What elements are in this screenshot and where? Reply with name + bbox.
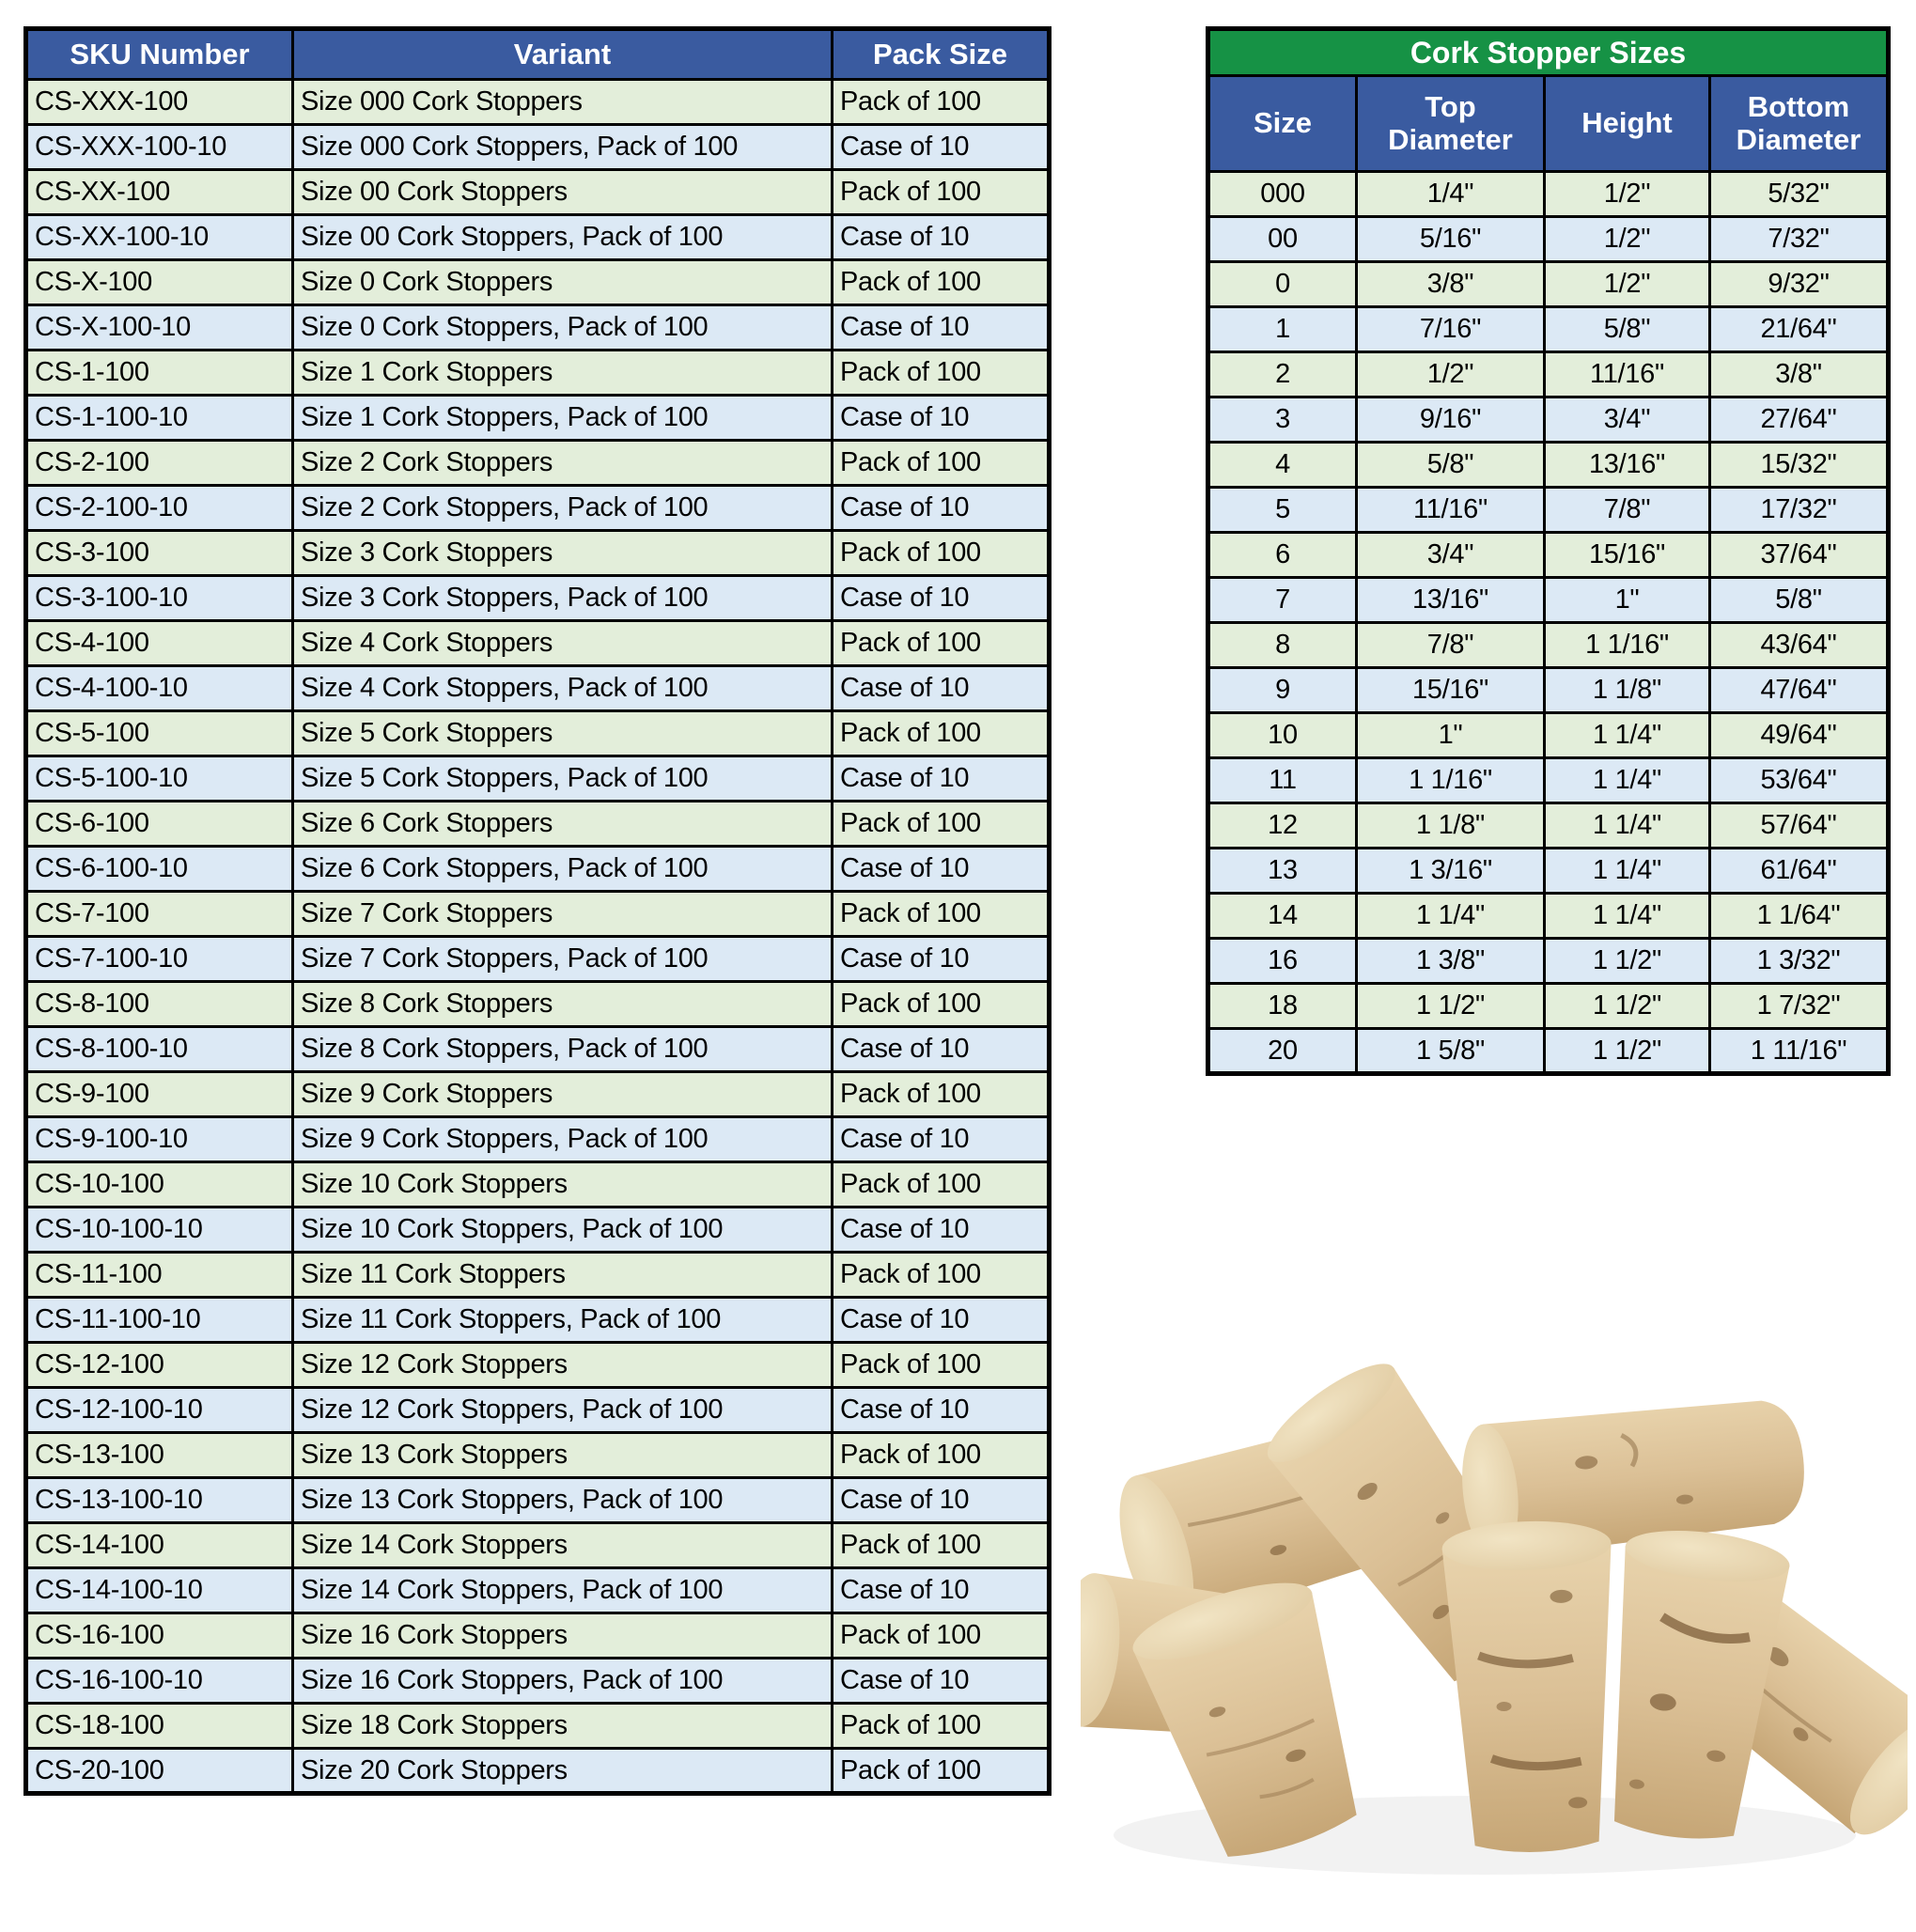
bottom-diameter-cell: 1 3/32" [1710,939,1889,984]
table-row [26,756,1050,802]
table-row [26,351,1050,396]
size-cell: 0 [1208,262,1357,307]
height-cell: 1 1/4" [1545,803,1710,849]
cork-standing-front-right [1591,1523,1792,1847]
variant-cell: Size 4 Cork Stoppers, Pack of 100 [293,666,833,711]
pack-size-cell: Case of 10 [833,1659,1050,1704]
table-row [26,396,1050,441]
sku-cell: CS-8-100 [26,982,293,1027]
sku-cell: CS-18-100 [26,1704,293,1749]
sku-cell: CS-14-100-10 [26,1568,293,1613]
pack-size-cell: Pack of 100 [833,1749,1050,1794]
variant-cell: Size 0 Cork Stoppers, Pack of 100 [293,305,833,351]
size-cell: 1 [1208,307,1357,352]
table-row [26,1704,1050,1749]
pack-size-cell: Case of 10 [833,847,1050,892]
sku-cell: CS-6-100-10 [26,847,293,892]
table-row [26,1523,1050,1568]
top-diameter-cell: 9/16" [1357,397,1545,443]
sku-cell: CS-11-100 [26,1253,293,1298]
table-row [1208,307,1889,352]
size-header: Size [1208,76,1357,172]
height-cell: 1 1/4" [1545,849,1710,894]
table-row [26,711,1050,756]
sku-cell: CS-11-100-10 [26,1298,293,1343]
size-chart-title: Cork Stopper Sizes [1208,29,1889,76]
sku-cell: CS-3-100-10 [26,576,293,621]
pack-size-cell: Pack of 100 [833,1072,1050,1117]
sku-cell: CS-6-100 [26,802,293,847]
variant-cell: Size 12 Cork Stoppers [293,1343,833,1388]
bottom-diameter-cell: 43/64" [1710,623,1889,668]
table-row [26,441,1050,486]
top-diameter-header: Top Diameter [1357,76,1545,172]
table-row [1208,443,1889,488]
header-row [26,29,1050,80]
variant-cell: Size 10 Cork Stoppers [293,1162,833,1208]
bottom-diameter-cell: 9/32" [1710,262,1889,307]
bottom-diameter-cell: 1 7/32" [1710,984,1889,1029]
top-diameter-cell: 15/16" [1357,668,1545,713]
size-cell: 18 [1208,984,1357,1029]
pack-size-cell: Case of 10 [833,576,1050,621]
size-cell: 5 [1208,488,1357,533]
pack-size-cell: Case of 10 [833,486,1050,531]
top-diameter-cell: 1/4" [1357,172,1545,217]
sku-cell: CS-16-100-10 [26,1659,293,1704]
table-row [26,260,1050,305]
pack-size-cell: Pack of 100 [833,1704,1050,1749]
pack-size-cell: Case of 10 [833,756,1050,802]
table-row [1208,352,1889,397]
size-chart-header [1208,29,1889,172]
table-row [1208,713,1889,758]
top-diameter-cell: 1/2" [1357,352,1545,397]
top-diameter-cell: 1 3/16" [1357,849,1545,894]
sku-cell: CS-4-100 [26,621,293,666]
sku-cell: CS-12-100 [26,1343,293,1388]
variant-cell: Size 18 Cork Stoppers [293,1704,833,1749]
sku-cell: CS-XXX-100-10 [26,125,293,170]
top-diameter-cell: 1" [1357,713,1545,758]
sku-number-header: SKU Number [26,29,293,80]
size-cell: 3 [1208,397,1357,443]
pack-size-cell: Pack of 100 [833,1162,1050,1208]
variant-cell: Size 9 Cork Stoppers, Pack of 100 [293,1117,833,1162]
sku-cell: CS-20-100 [26,1749,293,1794]
height-cell: 1 1/16" [1545,623,1710,668]
variant-cell: Size 16 Cork Stoppers [293,1613,833,1659]
sku-cell: CS-5-100-10 [26,756,293,802]
top-diameter-cell: 11/16" [1357,488,1545,533]
table-row [26,802,1050,847]
variant-cell: Size 2 Cork Stoppers, Pack of 100 [293,486,833,531]
size-cell: 7 [1208,578,1357,623]
variant-cell: Size 9 Cork Stoppers [293,1072,833,1117]
pack-size-cell: Pack of 100 [833,1253,1050,1298]
size-cell: 8 [1208,623,1357,668]
bottom-diameter-cell: 27/64" [1710,397,1889,443]
sku-cell: CS-13-100 [26,1433,293,1478]
table-row [26,1749,1050,1794]
size-cell: 20 [1208,1029,1357,1074]
table-row [26,1253,1050,1298]
top-diameter-cell: 1 1/16" [1357,758,1545,803]
pack-size-cell: Pack of 100 [833,1433,1050,1478]
variant-cell: Size 00 Cork Stoppers, Pack of 100 [293,215,833,260]
title-row [1208,29,1889,76]
size-cell: 2 [1208,352,1357,397]
top-diameter-cell: 13/16" [1357,578,1545,623]
variant-cell: Size 14 Cork Stoppers [293,1523,833,1568]
top-diameter-cell: 7/8" [1357,623,1545,668]
table-row [1208,262,1889,307]
pack-size-cell: Case of 10 [833,1568,1050,1613]
sku-cell: CS-2-100-10 [26,486,293,531]
sku-cell: CS-2-100 [26,441,293,486]
sku-cell: CS-14-100 [26,1523,293,1568]
sku-cell: CS-X-100 [26,260,293,305]
table-row [1208,849,1889,894]
table-row [1208,939,1889,984]
variant-cell: Size 2 Cork Stoppers [293,441,833,486]
table-row [26,1659,1050,1704]
variant-cell: Size 7 Cork Stoppers, Pack of 100 [293,937,833,982]
table-row [26,982,1050,1027]
top-diameter-cell: 5/16" [1357,217,1545,262]
bottom-diameter-cell: 5/32" [1710,172,1889,217]
table-row [1208,488,1889,533]
bottom-diameter-cell: 7/32" [1710,217,1889,262]
top-diameter-cell: 1 3/8" [1357,939,1545,984]
height-cell: 1 1/4" [1545,713,1710,758]
height-cell: 1 1/2" [1545,939,1710,984]
sku-cell: CS-9-100-10 [26,1117,293,1162]
pack-size-cell: Pack of 100 [833,802,1050,847]
bottom-diameter-cell: 21/64" [1710,307,1889,352]
bottom-diameter-cell: 15/32" [1710,443,1889,488]
size-cell: 000 [1208,172,1357,217]
pack-size-cell: Case of 10 [833,1117,1050,1162]
sku-cell: CS-10-100 [26,1162,293,1208]
top-diameter-cell: 1 5/8" [1357,1029,1545,1074]
variant-cell: Size 00 Cork Stoppers [293,170,833,215]
table-row [26,892,1050,937]
table-row [1208,397,1889,443]
pack-size-cell: Pack of 100 [833,351,1050,396]
size-cell: 13 [1208,849,1357,894]
sku-cell: CS-7-100-10 [26,937,293,982]
sku-cell: CS-7-100 [26,892,293,937]
size-cell: 12 [1208,803,1357,849]
bottom-diameter-cell: 1 11/16" [1710,1029,1889,1074]
sku-cell: CS-XX-100-10 [26,215,293,260]
variant-cell: Size 1 Cork Stoppers, Pack of 100 [293,396,833,441]
table-row [1208,172,1889,217]
table-row [1208,758,1889,803]
bottom-diameter-cell: 49/64" [1710,713,1889,758]
table-row [26,531,1050,576]
height-cell: 1/2" [1545,262,1710,307]
table-row [26,1613,1050,1659]
table-row [1208,894,1889,939]
variant-cell: Size 20 Cork Stoppers [293,1749,833,1794]
table-row [1208,623,1889,668]
sku-cell: CS-13-100-10 [26,1478,293,1523]
pack-size-cell: Pack of 100 [833,1613,1050,1659]
top-diameter-cell: 7/16" [1357,307,1545,352]
variant-cell: Size 16 Cork Stoppers, Pack of 100 [293,1659,833,1704]
height-cell: 1 1/4" [1545,894,1710,939]
table-row [26,80,1050,125]
table-row [26,1343,1050,1388]
bottom-diameter-header: Bottom Diameter [1710,76,1889,172]
table-row [26,1388,1050,1433]
variant-cell: Size 0 Cork Stoppers [293,260,833,305]
size-cell: 4 [1208,443,1357,488]
pack-size-cell: Case of 10 [833,1388,1050,1433]
table-row [26,486,1050,531]
size-cell: 10 [1208,713,1357,758]
sku-cell: CS-8-100-10 [26,1027,293,1072]
table-row [26,937,1050,982]
pack-size-cell: Pack of 100 [833,170,1050,215]
variant-cell: Size 000 Cork Stoppers [293,80,833,125]
table-row [26,305,1050,351]
sku-cell: CS-3-100 [26,531,293,576]
cork-stoppers-photo [1081,1292,1908,1898]
variant-cell: Size 000 Cork Stoppers, Pack of 100 [293,125,833,170]
table-row [1208,217,1889,262]
sku-cell: CS-16-100 [26,1613,293,1659]
bottom-diameter-cell: 61/64" [1710,849,1889,894]
pack-size-cell: Pack of 100 [833,621,1050,666]
table-row [26,1027,1050,1072]
pack-size-cell: Case of 10 [833,1298,1050,1343]
pack-size-cell: Pack of 100 [833,1523,1050,1568]
size-chart-body [1208,172,1889,1074]
table-row [26,125,1050,170]
top-diameter-cell: 1 1/8" [1357,803,1545,849]
pack-size-cell: Pack of 100 [833,892,1050,937]
bottom-diameter-cell: 17/32" [1710,488,1889,533]
height-cell: 1" [1545,578,1710,623]
variant-cell: Size 7 Cork Stoppers [293,892,833,937]
bottom-diameter-cell: 57/64" [1710,803,1889,849]
variant-cell: Size 1 Cork Stoppers [293,351,833,396]
variant-cell: Size 5 Cork Stoppers, Pack of 100 [293,756,833,802]
variant-cell: Size 11 Cork Stoppers, Pack of 100 [293,1298,833,1343]
table-row [26,621,1050,666]
variant-cell: Size 12 Cork Stoppers, Pack of 100 [293,1388,833,1433]
pack-size-cell: Pack of 100 [833,80,1050,125]
pack-size-cell: Pack of 100 [833,260,1050,305]
pack-size-cell: Pack of 100 [833,982,1050,1027]
table-row [26,1072,1050,1117]
height-cell: 1 1/2" [1545,1029,1710,1074]
variant-cell: Size 8 Cork Stoppers [293,982,833,1027]
table-row [1208,578,1889,623]
variant-cell: Size 11 Cork Stoppers [293,1253,833,1298]
pack-size-cell: Case of 10 [833,1208,1050,1253]
pack-size-cell: Case of 10 [833,1027,1050,1072]
height-cell: 15/16" [1545,533,1710,578]
table-row [1208,803,1889,849]
table-row [1208,984,1889,1029]
pack-size-cell: Case of 10 [833,396,1050,441]
table-row [26,847,1050,892]
variant-cell: Size 13 Cork Stoppers, Pack of 100 [293,1478,833,1523]
table-row [26,1478,1050,1523]
table-row [26,576,1050,621]
pack-size-cell: Case of 10 [833,215,1050,260]
height-cell: 1 1/2" [1545,984,1710,1029]
pack-size-cell: Case of 10 [833,305,1050,351]
table-row [26,1298,1050,1343]
variant-cell: Size 6 Cork Stoppers, Pack of 100 [293,847,833,892]
variant-cell: Size 3 Cork Stoppers, Pack of 100 [293,576,833,621]
bottom-diameter-cell: 53/64" [1710,758,1889,803]
variant-cell: Size 4 Cork Stoppers [293,621,833,666]
bottom-diameter-cell: 47/64" [1710,668,1889,713]
table-row [1208,668,1889,713]
size-cell: 00 [1208,217,1357,262]
table-row [26,1433,1050,1478]
pack-size-cell: Case of 10 [833,1478,1050,1523]
variant-cell: Size 5 Cork Stoppers [293,711,833,756]
height-cell: 1 1/8" [1545,668,1710,713]
height-header: Height [1545,76,1710,172]
table-row [1208,533,1889,578]
height-cell: 7/8" [1545,488,1710,533]
variant-cell: Size 8 Cork Stoppers, Pack of 100 [293,1027,833,1072]
sku-cell: CS-10-100-10 [26,1208,293,1253]
bottom-diameter-cell: 5/8" [1710,578,1889,623]
size-cell: 14 [1208,894,1357,939]
sku-table-header [26,29,1050,80]
sku-cell: CS-1-100 [26,351,293,396]
height-cell: 11/16" [1545,352,1710,397]
sku-cell: CS-12-100-10 [26,1388,293,1433]
size-cell: 9 [1208,668,1357,713]
pack-size-cell: Case of 10 [833,666,1050,711]
bottom-diameter-cell: 1 1/64" [1710,894,1889,939]
sku-cell: CS-XXX-100 [26,80,293,125]
pack-size-cell: Case of 10 [833,125,1050,170]
pack-size-cell: Pack of 100 [833,711,1050,756]
table-row [26,1208,1050,1253]
sku-cell: CS-XX-100 [26,170,293,215]
variant-cell: Size 6 Cork Stoppers [293,802,833,847]
sku-cell: CS-4-100-10 [26,666,293,711]
table-row [26,1568,1050,1613]
sku-cell: CS-9-100 [26,1072,293,1117]
top-diameter-cell: 1 1/2" [1357,984,1545,1029]
height-cell: 1/2" [1545,172,1710,217]
pack-size-header: Pack Size [833,29,1050,80]
size-cell: 11 [1208,758,1357,803]
size-cell: 16 [1208,939,1357,984]
size-cell: 6 [1208,533,1357,578]
top-diameter-cell: 3/8" [1357,262,1545,307]
bottom-diameter-cell: 37/64" [1710,533,1889,578]
sku-table-body [26,80,1050,1794]
size-chart-table [1206,26,1891,1076]
height-cell: 5/8" [1545,307,1710,352]
sku-cell: CS-1-100-10 [26,396,293,441]
height-cell: 3/4" [1545,397,1710,443]
variant-cell: Size 13 Cork Stoppers [293,1433,833,1478]
table-row [26,666,1050,711]
table-row [26,215,1050,260]
variant-cell: Size 3 Cork Stoppers [293,531,833,576]
column-header-row [1208,76,1889,172]
pack-size-cell: Case of 10 [833,937,1050,982]
height-cell: 13/16" [1545,443,1710,488]
pack-size-cell: Pack of 100 [833,441,1050,486]
variant-header: Variant [293,29,833,80]
variant-cell: Size 10 Cork Stoppers, Pack of 100 [293,1208,833,1253]
pack-size-cell: Pack of 100 [833,1343,1050,1388]
table-row [26,1117,1050,1162]
top-diameter-cell: 5/8" [1357,443,1545,488]
height-cell: 1 1/4" [1545,758,1710,803]
top-diameter-cell: 1 1/4" [1357,894,1545,939]
table-row [26,170,1050,215]
sku-cell: CS-X-100-10 [26,305,293,351]
variant-cell: Size 14 Cork Stoppers, Pack of 100 [293,1568,833,1613]
table-row [26,1162,1050,1208]
bottom-diameter-cell: 3/8" [1710,352,1889,397]
height-cell: 1/2" [1545,217,1710,262]
top-diameter-cell: 3/4" [1357,533,1545,578]
sku-table [23,26,1051,1796]
table-row [1208,1029,1889,1074]
pack-size-cell: Pack of 100 [833,531,1050,576]
sku-cell: CS-5-100 [26,711,293,756]
